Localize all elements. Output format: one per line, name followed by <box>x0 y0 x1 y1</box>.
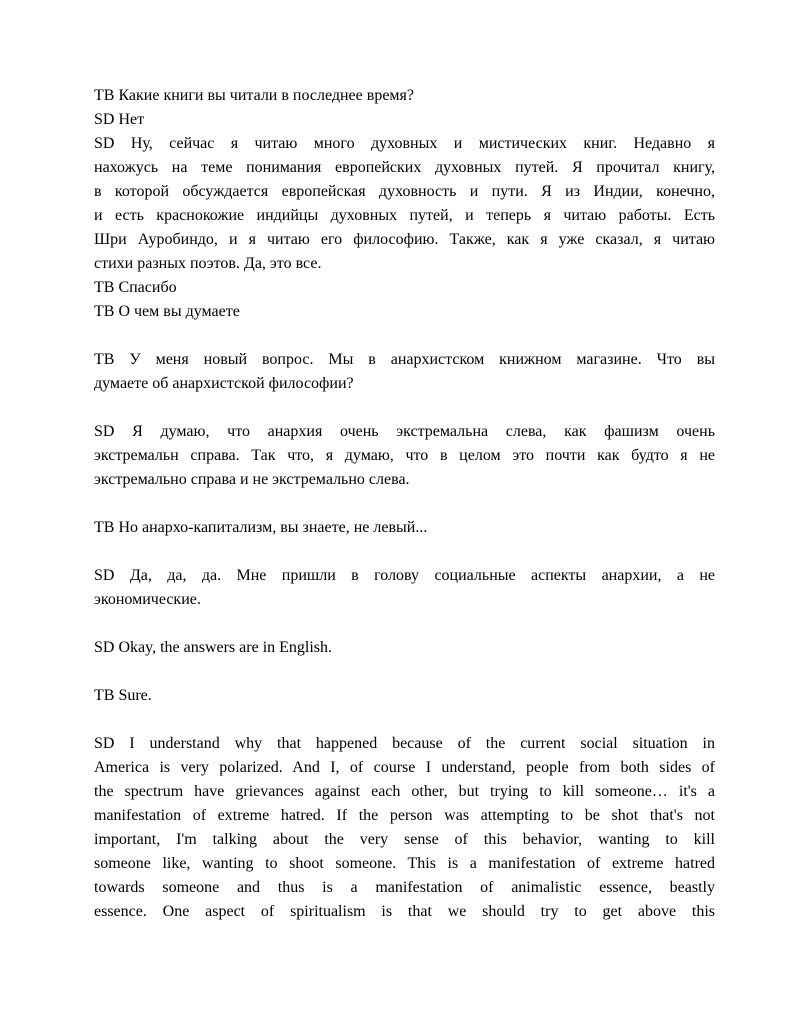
text-line: SD Я думаю, что анархия очень экстремальна слева, как фашизм очень <box>94 423 715 440</box>
text-line: SD Да, да, да. Мне пришли в голову социальные аспекты анархии, а не <box>94 567 715 584</box>
text-line: экономические. <box>94 591 201 608</box>
blank-line <box>94 492 715 516</box>
blank-text-line <box>94 324 715 348</box>
paragraph <box>94 636 715 660</box>
blank-text-line <box>94 660 715 684</box>
text-line: думаете об анархистской философии? <box>94 375 354 392</box>
text-line: стихи разных поэтов. Да, это все. <box>94 255 322 272</box>
text-line: SD Okay, the answers are in English. <box>94 639 333 656</box>
text-line: America is very polarized. And I, of course I understand, people from both sides of <box>94 759 715 776</box>
text-line: SD Нет <box>94 111 145 128</box>
blank-line <box>94 660 715 684</box>
paragraph <box>94 732 715 924</box>
blank-text-line <box>94 612 715 636</box>
text-line: ТВ Спасибо <box>94 279 177 296</box>
text-line: нахожусь на теме понимания европейских духовных путей. Я прочитал книгу, <box>94 159 715 176</box>
paragraph <box>94 420 715 492</box>
text-line: и есть краснокожие индийцы духовных путей, и теперь я читаю работы. Есть <box>94 207 715 224</box>
text-line: экстремально справа и не экстремально слева. <box>94 471 410 488</box>
text-line: ТВ Sure. <box>94 687 152 704</box>
text-line: Шри Ауробиндо, и я читаю его философию. Также, как я уже сказал, я читаю <box>94 231 715 248</box>
paragraph <box>94 108 715 132</box>
text-line: ТВ Но анархо-капитализм, вы знаете, не левый... <box>94 519 428 536</box>
blank-text-line <box>94 492 715 516</box>
blank-text-line <box>94 540 715 564</box>
paragraph <box>94 276 715 300</box>
paragraph <box>94 684 715 708</box>
blank-text-line <box>94 396 715 420</box>
paragraph <box>94 564 715 612</box>
text-line: ТВ Какие книги вы читали в последнее время? <box>94 87 414 104</box>
text-line: ТВ О чем вы думаете <box>94 303 240 320</box>
text-line: important, I'm talking about the very sense of this behavior, wanting to kill <box>94 831 715 848</box>
blank-line <box>94 324 715 348</box>
text-area <box>94 84 715 924</box>
text-line: towards someone and thus is a manifestation of animalistic essence, beastly <box>94 879 715 896</box>
blank-text-line <box>94 708 715 732</box>
blank-line <box>94 396 715 420</box>
paragraph <box>94 348 715 396</box>
text-line: essence. One aspect of spiritualism is that we should try to get above this <box>94 903 715 920</box>
text-line: ТВ У меня новый вопрос. Мы в анархистском книжном магазине. Что вы <box>94 351 715 368</box>
paragraph <box>94 300 715 324</box>
text-line: the spectrum have grievances against each other, but trying to kill someone… it's a <box>94 783 715 800</box>
text-line: SD Ну, сейчас я читаю много духовных и мистических книг. Недавно я <box>94 135 715 152</box>
text-line: SD I understand why that happened because of the current social situation in <box>94 735 715 752</box>
text-line: manifestation of extreme hatred. If the person was attempting to be shot that's not <box>94 807 715 824</box>
blank-line <box>94 708 715 732</box>
paragraph <box>94 516 715 540</box>
paragraph <box>94 132 715 276</box>
text-line: в которой обсуждается европейская духовность и пути. Я из Индии, конечно, <box>94 183 715 200</box>
blank-line <box>94 540 715 564</box>
blank-line <box>94 612 715 636</box>
paragraph <box>94 84 715 108</box>
text-line: someone like, wanting to shoot someone. This is a manifestation of extreme hatred <box>94 855 715 872</box>
text-line: экстремальн справа. Так что, я думаю, что в целом это почти как будто я не <box>94 447 715 464</box>
